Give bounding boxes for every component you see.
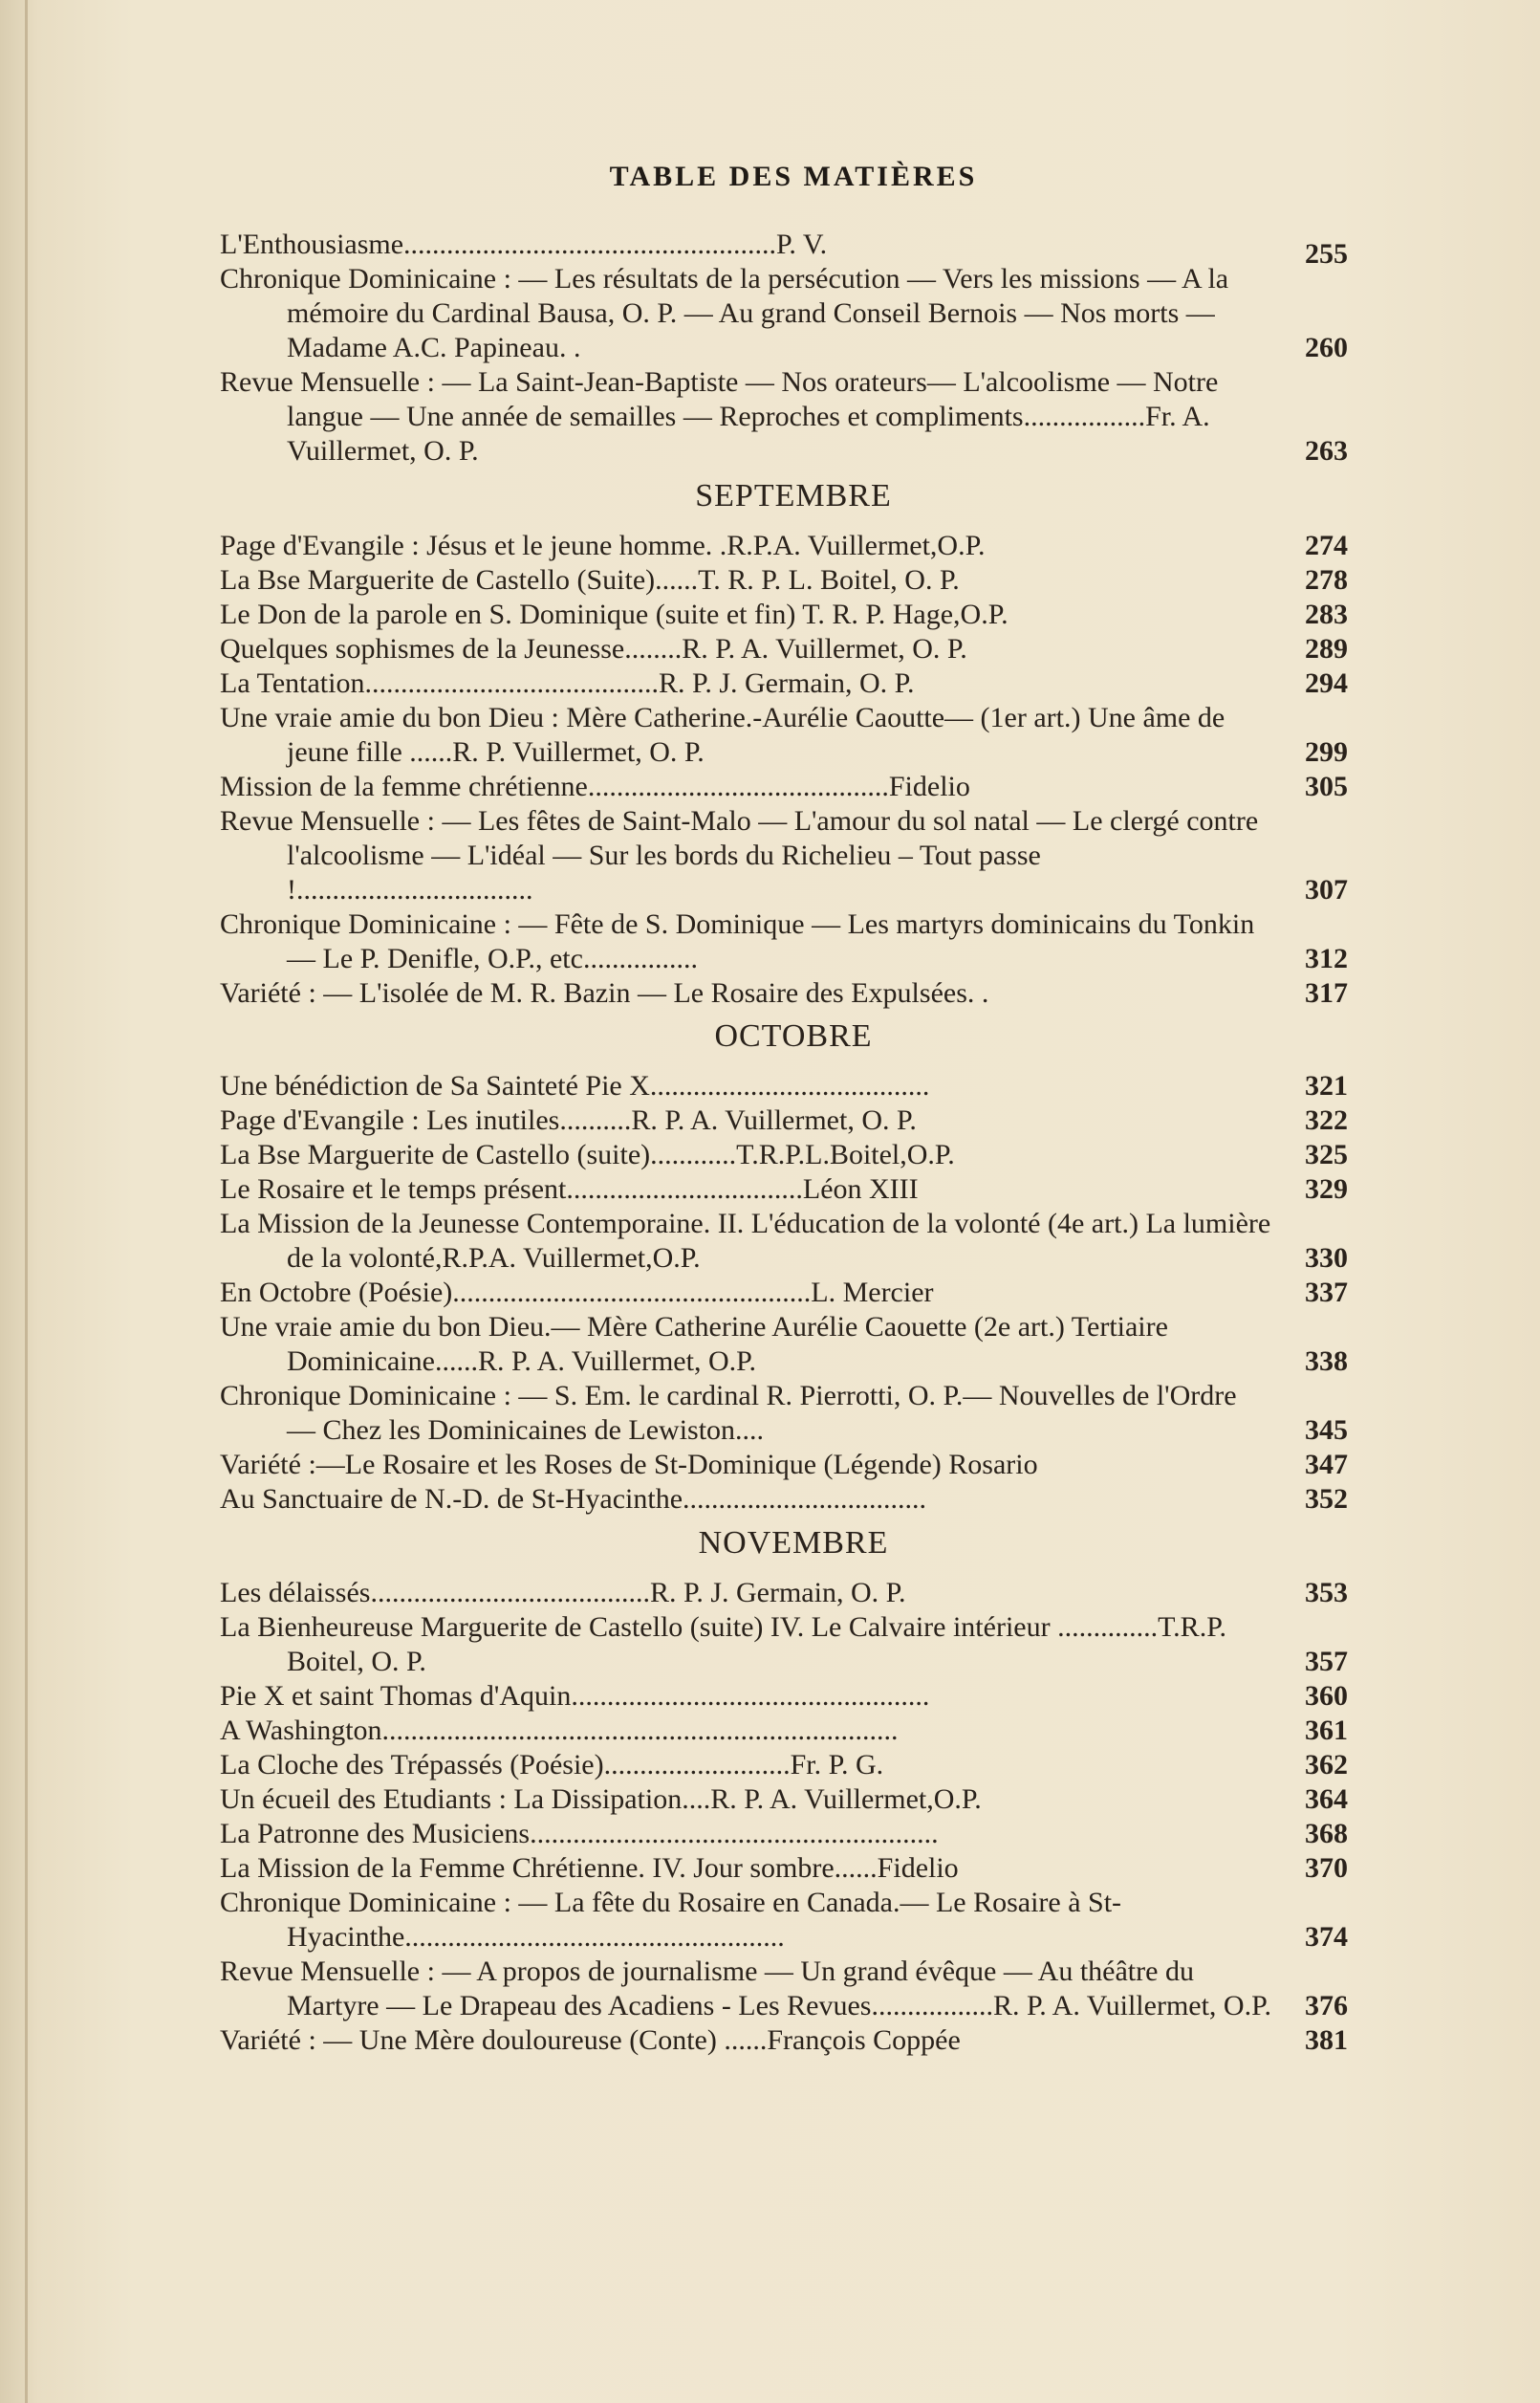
entry-page: 325 [1305, 1139, 1348, 1170]
month-heading: SEPTEMBRE [695, 478, 892, 513]
toc-section-septembre [220, 473, 1367, 1011]
entry-text: Chronique Dominicaine : — La fête du Rosaire en Canada.— Le Rosaire à St-Hyacinthe..................................................... [220, 1887, 1122, 1953]
entry-text: Variété :—Le Rosaire et les Roses de St-Dominique (Légende) Rosario [220, 1449, 1038, 1480]
toc-entry [220, 1207, 1367, 1276]
entry-text: Variété : — L'isolée de M. R. Bazin — Le Rosaire des Expulsées. . [220, 977, 989, 1009]
toc-entry [220, 529, 1367, 563]
toc-entry [220, 1955, 1367, 2023]
entry-text: La Bienheureuse Marguerite de Castello (suite) IV. Le Calvaire intérieur ..............T.R.P. Boitel, O. P. [220, 1611, 1227, 1677]
toc-entry [220, 228, 1367, 270]
toc-entry [220, 1069, 1367, 1103]
entry-page: 337 [1305, 1277, 1348, 1308]
toc-top-entries [220, 228, 1367, 469]
toc-entry [220, 1138, 1367, 1172]
entry-page: 274 [1305, 530, 1348, 561]
entry-page: 322 [1305, 1104, 1348, 1136]
entry-text: Chronique Dominicaine : — S. Em. le cardinal R. Pierrotti, O. P.— Nouvelles de l'Ordre — Chez les Dominicaines de Lewiston.... [220, 1380, 1237, 1446]
month-heading: OCTOBRE [714, 1018, 873, 1054]
entry-page: 263 [1305, 435, 1348, 467]
entry-text: Chronique Dominicaine : — Les résultats de la persécution — Vers les missions — A la mémoire du Cardinal Bausa, O. P. — Au grand Conseil Bernois — Nos morts — Madame A.C. Papineau. . [220, 263, 1229, 363]
toc-entry [220, 666, 1367, 701]
entry-text: Au Sanctuaire de N.-D. de St-Hyacinthe.................................. [220, 1483, 927, 1515]
entry-page: 364 [1305, 1783, 1348, 1815]
entry-text: En Octobre (Poésie)..................................................L. Mercier [220, 1277, 934, 1308]
toc-entry [220, 804, 1367, 907]
toc-entry [220, 1886, 1367, 1955]
toc-entry [220, 1714, 1367, 1748]
entry-page: 283 [1305, 599, 1348, 630]
entry-page: 289 [1305, 633, 1348, 665]
entry-text: Les délaissés.......................................R. P. J. Germain, O. P. [220, 1577, 906, 1608]
entry-text: Variété : — Une Mère douloureuse (Conte) ......François Coppée [220, 2024, 961, 2056]
entry-page: 368 [1305, 1818, 1348, 1849]
toc-entry [220, 701, 1367, 770]
entry-text: Un écueil des Etudiants : La Dissipation....R. P. A. Vuillermet,O.P. [220, 1783, 982, 1815]
entry-page: 352 [1305, 1483, 1348, 1515]
entry-page: 370 [1305, 1852, 1348, 1884]
entry-page: 294 [1305, 667, 1348, 699]
toc-entry [220, 365, 1367, 469]
toc-entry [220, 1851, 1367, 1886]
entry-text: Une vraie amie du bon Dieu.— Mère Catherine Aurélie Caouette (2e art.) Tertiaire Dominicaine......R. P. A. Vuillermet, O.P. [220, 1311, 1168, 1377]
entry-text: La Mission de la Jeunesse Contemporaine. II. L'éducation de la volonté (4e art.) La lumière de la volonté,R.P.A. Vuillermet,O.P. [220, 1208, 1271, 1274]
toc-entry [220, 1817, 1367, 1851]
entry-text: L'Enthousiasme....................................................P. V. [220, 229, 828, 260]
entry-page: 345 [1305, 1414, 1348, 1446]
entry-page: 376 [1305, 1990, 1348, 2021]
toc-entry [220, 770, 1367, 804]
entry-text: Chronique Dominicaine : — Fête de S. Dominique — Les martyrs dominicains du Tonkin — Le P. Denifle, O.P., etc................ [220, 908, 1255, 974]
entry-text: Une vraie amie du bon Dieu : Mère Catherine.-Aurélie Caoutte— (1er art.) Une âme de jeune fille ......R. P. Vuillermet, O. P. [220, 702, 1225, 768]
toc-entry [220, 262, 1367, 365]
entry-text: Pie X et saint Thomas d'Aquin.................................................. [220, 1680, 930, 1712]
toc-entry [220, 1379, 1367, 1448]
entry-page: 299 [1305, 736, 1348, 768]
entry-text: Revue Mensuelle : — Les fêtes de Saint-Malo — L'amour du sol natal — Le clergé contre l'alcoolisme — L'idéal — Sur les bords du Richelieu – Tout passe !................................. [220, 805, 1259, 906]
entry-page: 260 [1305, 332, 1348, 363]
entry-text: La Mission de la Femme Chrétienne. IV. Jour sombre......Fidelio [220, 1852, 959, 1884]
toc-entry [220, 1172, 1367, 1207]
toc-entry [220, 1482, 1367, 1517]
entry-text: Une bénédiction de Sa Sainteté Pie X....................................... [220, 1070, 930, 1102]
toc-entry [220, 1448, 1367, 1482]
entry-text: La Bse Marguerite de Castello (Suite)......T. R. P. L. Boitel, O. P. [220, 564, 960, 596]
entry-page: 278 [1305, 564, 1348, 596]
toc-entry [220, 1310, 1367, 1379]
toc-entry [220, 907, 1367, 976]
entry-page: 353 [1305, 1577, 1348, 1608]
entry-page: 255 [1305, 238, 1348, 270]
entry-page: 338 [1305, 1345, 1348, 1377]
entry-text: Quelques sophismes de la Jeunesse........R. P. A. Vuillermet, O. P. [220, 633, 967, 665]
toc-section-octobre [220, 1014, 1367, 1517]
entry-page: 305 [1305, 771, 1348, 802]
entry-page: 330 [1305, 1242, 1348, 1274]
toc-section-novembre [220, 1520, 1367, 2058]
entry-page: 360 [1305, 1680, 1348, 1712]
entry-text: Le Rosaire et le temps présent.................................Léon XIII [220, 1173, 919, 1205]
entry-page: 321 [1305, 1070, 1348, 1102]
toc-entry [220, 976, 1367, 1011]
entry-text: Page d'Evangile : Les inutiles..........R. P. A. Vuillermet, O. P. [220, 1104, 917, 1136]
toc-entry [220, 1576, 1367, 1610]
toc-entry [220, 1103, 1367, 1138]
month-heading: NOVEMBRE [698, 1525, 889, 1561]
entry-page: 312 [1305, 943, 1348, 974]
toc-heading-block [220, 161, 1367, 193]
entry-text: Le Don de la parole en S. Dominique (suite et fin) T. R. P. Hage,O.P. [220, 599, 1009, 630]
binding-gutter [25, 0, 28, 2403]
entry-page: 307 [1305, 874, 1348, 906]
entry-text: A Washington........................................................................ [220, 1715, 899, 1746]
entry-text: Page d'Evangile : Jésus et le jeune homme. .R.P.A. Vuillermet,O.P. [220, 530, 986, 561]
entry-text: La Tentation.........................................R. P. J. Germain, O. P. [220, 667, 915, 699]
toc-entry [220, 563, 1367, 598]
entry-text: La Cloche des Trépassés (Poésie)..........................Fr. P. G. [220, 1749, 884, 1780]
entry-text: La Patronne des Musiciens......................................................... [220, 1818, 939, 1849]
entry-text: Revue Mensuelle : — A propos de journalisme — Un grand évêque — Au théâtre du Martyre — Le Drapeau des Acadiens - Les Revues.................R. P. A. Vuillermet, O.P. [220, 1955, 1271, 2021]
entry-page: 374 [1305, 1921, 1348, 1953]
entry-text: Mission de la femme chrétienne..........................................Fidelio [220, 771, 970, 802]
toc-entry [220, 598, 1367, 632]
toc-entry [220, 1276, 1367, 1310]
entry-page: 347 [1305, 1449, 1348, 1480]
toc-entry [220, 1748, 1367, 1782]
entry-page: 381 [1305, 2024, 1348, 2056]
entry-page: 317 [1305, 977, 1348, 1009]
toc-entry [220, 632, 1367, 666]
page-title: TABLE DES MATIÈRES [609, 161, 978, 192]
toc-entry [220, 1782, 1367, 1817]
toc-entry [220, 2023, 1367, 2058]
toc-entry [220, 1679, 1367, 1714]
entry-text: La Bse Marguerite de Castello (suite)............T.R.P.L.Boitel,O.P. [220, 1139, 955, 1170]
entry-page: 329 [1305, 1173, 1348, 1205]
entry-page: 361 [1305, 1715, 1348, 1746]
entry-page: 357 [1305, 1646, 1348, 1677]
toc-entry [220, 1610, 1367, 1679]
entry-text: Revue Mensuelle : — La Saint-Jean-Baptiste — Nos orateurs— L'alcoolisme — Notre langue — Une année de semailles — Reproches et compliments.................Fr. A. Vuillermet, O. P. [220, 366, 1219, 467]
entry-page: 362 [1305, 1749, 1348, 1780]
